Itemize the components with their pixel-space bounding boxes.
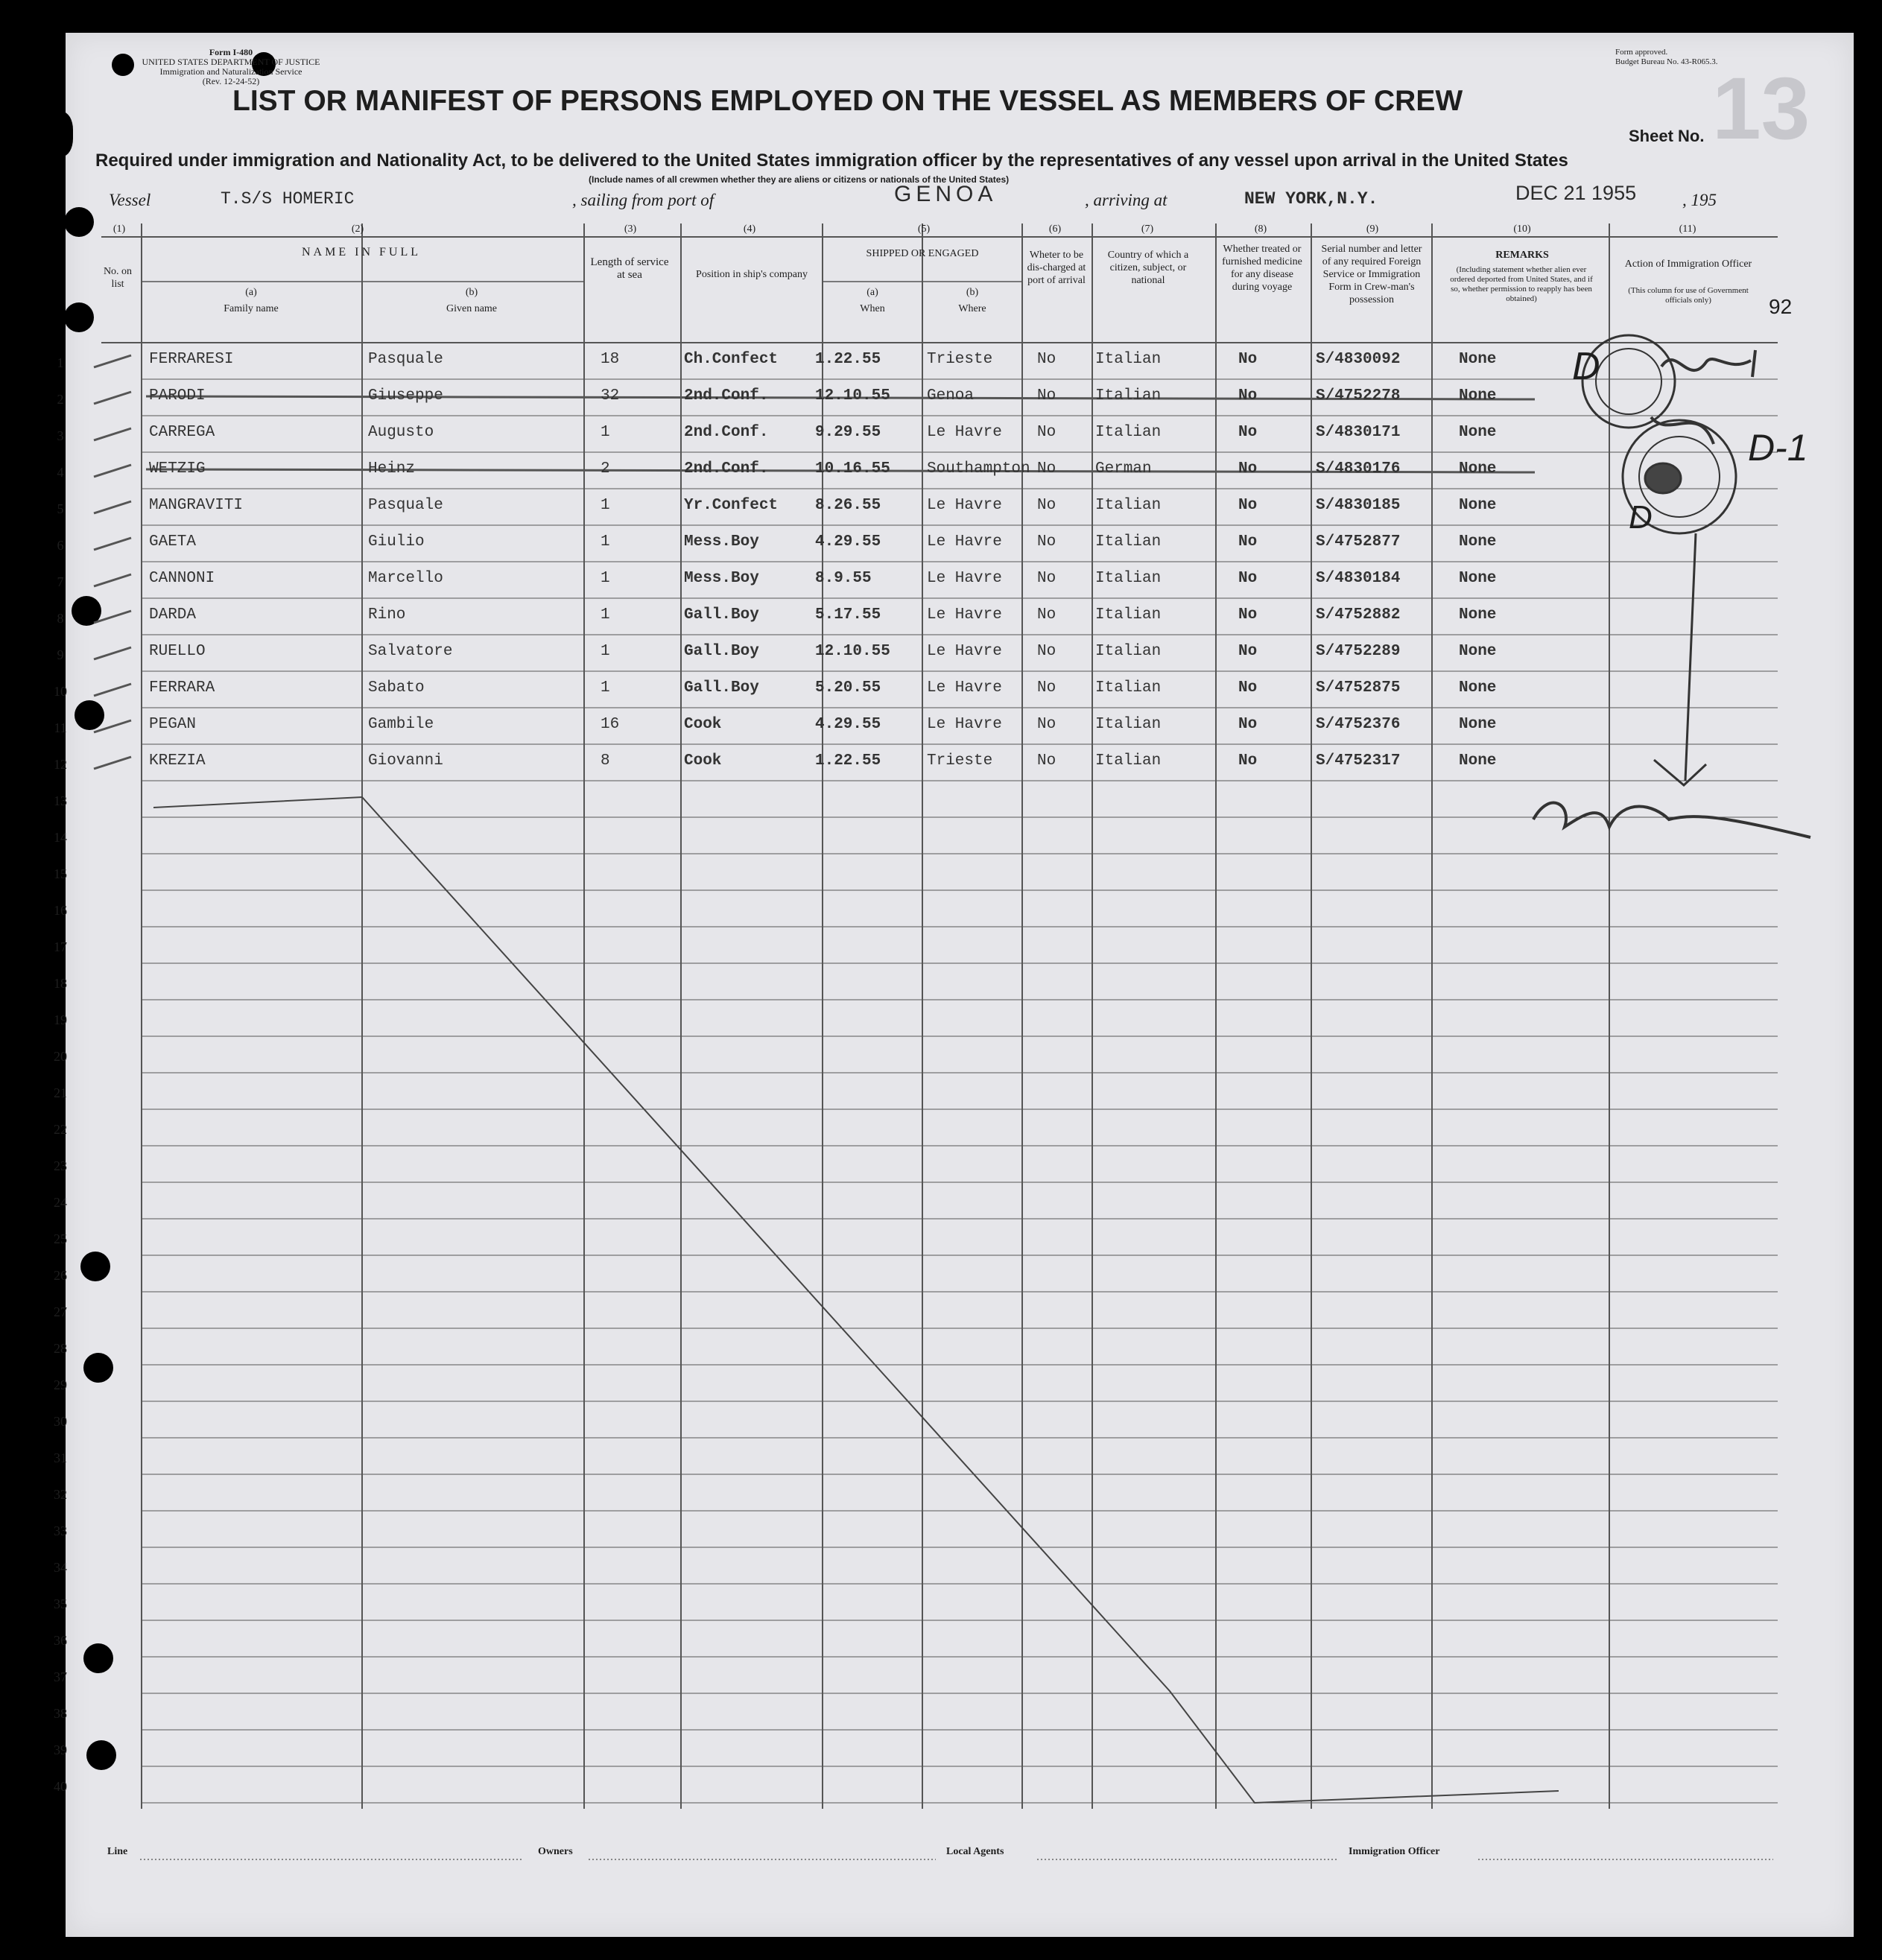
cell-family: CARREGA <box>149 424 215 441</box>
cell-remarks: None <box>1459 570 1497 587</box>
sheet-number-stamp: 13 <box>1712 60 1810 158</box>
cell-position: Gall.Boy <box>684 679 759 697</box>
row-number: 18 <box>54 976 67 991</box>
form-number: Form I-480 <box>209 47 253 57</box>
cell-given: Pasquale <box>368 497 443 514</box>
col-num-3: (3) <box>624 223 637 235</box>
cell-med: No <box>1238 606 1258 624</box>
col-head-family: Family name <box>224 303 279 314</box>
cell-family: FERRARA <box>149 679 215 697</box>
sheet-label: Sheet No. <box>1629 127 1705 145</box>
row-number: 21 <box>54 1085 67 1100</box>
page-title: LIST OR MANIFEST OF PERSONS EMPLOYED ON THE VESSEL AS MEMBERS OF CREW <box>232 85 1463 117</box>
cell-length: 16 <box>601 716 620 733</box>
cell-length: 1 <box>601 643 610 660</box>
cell-family: CANNONI <box>149 570 215 587</box>
include-note: (Include names of all crewmen whether they are aliens or citizens or nationals of the United States) <box>589 174 1010 185</box>
footer-line-label: Line <box>107 1846 128 1857</box>
cell-country: Italian <box>1095 679 1162 697</box>
cell-when: 1.22.55 <box>815 351 881 368</box>
cell-country: Italian <box>1095 351 1162 368</box>
cell-remarks: None <box>1459 497 1497 514</box>
side-number: 92 <box>1769 295 1793 318</box>
cell-length: 1 <box>601 570 610 587</box>
row-number: 37 <box>54 1669 67 1684</box>
col-head-a2: (a) <box>866 287 878 298</box>
row-number: 26 <box>54 1268 67 1283</box>
cell-disch: No <box>1037 643 1056 660</box>
cell-family: FERRARESI <box>149 351 234 368</box>
cell-position: Mess.Boy <box>684 533 759 551</box>
col-num-2: (2) <box>351 223 364 235</box>
cell-med: No <box>1238 351 1258 368</box>
cell-serial: S/4752289 <box>1316 643 1401 660</box>
col-num-1: (1) <box>113 223 126 235</box>
row-number: 34 <box>54 1560 67 1575</box>
form-approved: Form approved. <box>1615 48 1668 57</box>
cell-serial: S/4752875 <box>1316 679 1401 697</box>
cell-length: 1 <box>601 679 610 697</box>
col-head-shipped: SHIPPED OR ENGAGED <box>866 248 979 259</box>
cell-remarks: None <box>1459 351 1497 368</box>
cell-length: 18 <box>601 351 620 368</box>
cell-where: Le Havre <box>927 716 1002 733</box>
col-num-4: (4) <box>743 223 756 235</box>
row-number: 10 <box>54 684 67 699</box>
stamp-initial-2: D-1 <box>1748 427 1808 469</box>
row-number: 12 <box>54 757 67 772</box>
cell-remarks: None <box>1459 424 1497 441</box>
cell-serial: S/4830185 <box>1316 497 1401 514</box>
cell-position: Cook <box>684 716 722 733</box>
cell-when: 4.29.55 <box>815 533 881 551</box>
col-num-6: (6) <box>1048 223 1062 235</box>
vessel-label: Vessel <box>109 191 151 209</box>
cell-given: Marcello <box>368 570 443 587</box>
form-revision: (Rev. 12-24-52) <box>202 76 260 86</box>
row-number: 16 <box>54 903 67 918</box>
cell-remarks: None <box>1459 716 1497 733</box>
cell-given: Rino <box>368 606 406 624</box>
col-head-b: (b) <box>465 287 478 298</box>
cell-serial: S/4830171 <box>1316 424 1401 441</box>
cell-med: No <box>1238 716 1258 733</box>
cell-when: 10.16.55 <box>815 460 890 478</box>
row-number: 25 <box>54 1231 67 1246</box>
cell-given: Sabato <box>368 679 425 697</box>
cell-length: 8 <box>601 752 610 770</box>
col-head-action-note: (This column for use of Government officials only) <box>1628 286 1749 305</box>
cell-given: Giulio <box>368 533 425 551</box>
cell-med: No <box>1238 387 1258 405</box>
cell-when: 12.10.55 <box>815 387 890 405</box>
cell-family: KREZIA <box>149 752 206 770</box>
cell-serial: S/4752877 <box>1316 533 1401 551</box>
cell-disch: No <box>1037 387 1056 405</box>
cell-med: No <box>1238 752 1258 770</box>
cell-family: WETZIG <box>149 460 206 478</box>
footer-officer-label: Immigration Officer <box>1349 1846 1440 1857</box>
cell-position: 2nd.Conf. <box>684 460 769 478</box>
year-suffix: , 195 <box>1682 191 1717 209</box>
cell-disch: No <box>1037 570 1056 587</box>
col-head-no: No. on list <box>103 266 133 290</box>
cell-where: Le Havre <box>927 606 1002 624</box>
arriving-value: NEW YORK,N.Y. <box>1244 189 1378 209</box>
cell-disch: No <box>1037 752 1056 770</box>
cell-length: 1 <box>601 533 610 551</box>
cell-where: Le Havre <box>927 497 1002 514</box>
cell-country: Italian <box>1095 387 1162 405</box>
row-number: 29 <box>54 1377 67 1392</box>
cell-length: 1 <box>601 424 610 441</box>
row-number: 20 <box>54 1049 67 1064</box>
col-head-serial: Serial number and letter of any required Foreign Service or Immigration Form in Crew-man's possession <box>1321 244 1422 305</box>
col-head-medicine: Whether treated or furnished medicine for any disease during voyage <box>1222 244 1302 293</box>
row-number: 1 <box>57 355 64 370</box>
cell-position: Gall.Boy <box>684 606 759 624</box>
cell-where: Trieste <box>927 752 993 770</box>
cell-disch: No <box>1037 533 1056 551</box>
col-num-9: (9) <box>1366 223 1379 235</box>
cell-country: Italian <box>1095 606 1162 624</box>
cell-given: Pasquale <box>368 351 443 368</box>
cell-where: Trieste <box>927 351 993 368</box>
col-head-position: Position in ship's company <box>696 269 808 280</box>
cell-when: 5.17.55 <box>815 606 881 624</box>
row-number: 15 <box>54 866 67 881</box>
service-name: Immigration and Naturalization Service <box>159 66 302 77</box>
cell-when: 8.26.55 <box>815 497 881 514</box>
sailing-label: , sailing from port of <box>572 191 715 209</box>
cell-remarks: None <box>1459 460 1497 478</box>
cell-where: Le Havre <box>927 533 1002 551</box>
footer-owners-label: Owners <box>538 1846 573 1857</box>
row-number: 3 <box>57 428 64 443</box>
cell-remarks: None <box>1459 752 1497 770</box>
row-number: 32 <box>54 1487 67 1502</box>
cell-remarks: None <box>1459 643 1497 660</box>
cell-country: German <box>1095 460 1152 478</box>
row-number: 36 <box>54 1633 67 1648</box>
row-number: 14 <box>54 830 67 845</box>
cell-position: Gall.Boy <box>684 643 759 660</box>
cell-when: 12.10.55 <box>815 643 890 660</box>
row-number: 13 <box>54 793 67 808</box>
col-head-when: When <box>860 303 885 314</box>
cell-med: No <box>1238 643 1258 660</box>
row-number: 5 <box>57 501 64 516</box>
row-number: 22 <box>54 1122 67 1137</box>
cell-remarks: None <box>1459 533 1497 551</box>
cell-med: No <box>1238 570 1258 587</box>
cell-serial: S/4830184 <box>1316 570 1401 587</box>
col-head-where: Where <box>958 303 986 314</box>
cell-when: 1.22.55 <box>815 752 881 770</box>
cell-disch: No <box>1037 460 1056 478</box>
cell-serial: S/4830092 <box>1316 351 1401 368</box>
stamp-initial-3: D <box>1629 499 1653 536</box>
row-number: 38 <box>54 1706 67 1721</box>
cell-disch: No <box>1037 424 1056 441</box>
cell-length: 2 <box>601 460 610 478</box>
row-number: 9 <box>57 647 64 662</box>
row-number: 2 <box>57 392 64 407</box>
cell-serial: S/4752882 <box>1316 606 1401 624</box>
cell-disch: No <box>1037 679 1056 697</box>
cell-country: Italian <box>1095 497 1162 514</box>
cell-family: MANGRAVITI <box>149 497 244 514</box>
cell-given: Heinz <box>368 460 416 478</box>
cell-remarks: None <box>1459 679 1497 697</box>
col-head-discharged: Wheter to be dis-charged at port of arrival <box>1027 250 1086 286</box>
row-number: 17 <box>54 939 67 954</box>
cell-where: Le Havre <box>927 424 1002 441</box>
col-num-5: (5) <box>917 223 931 235</box>
cell-med: No <box>1238 424 1258 441</box>
cell-family: GAETA <box>149 533 197 551</box>
cell-remarks: None <box>1459 387 1497 405</box>
footer-agents-label: Local Agents <box>946 1846 1004 1857</box>
col-num-8: (8) <box>1254 223 1267 235</box>
row-number: 23 <box>54 1158 67 1173</box>
col-head-remarks: REMARKS <box>1495 250 1549 261</box>
cell-country: Italian <box>1095 570 1162 587</box>
cell-given: Gambile <box>368 716 434 733</box>
cell-disch: No <box>1037 716 1056 733</box>
row-number: 7 <box>57 574 64 589</box>
cell-given: Augusto <box>368 424 434 441</box>
row-number: 19 <box>54 1012 67 1027</box>
row-number: 6 <box>57 538 64 553</box>
cell-given: Giuseppe <box>368 387 443 405</box>
arrival-date: DEC 21 1955 <box>1515 182 1637 204</box>
cell-family: RUELLO <box>149 643 206 660</box>
cell-where: Le Havre <box>927 643 1002 660</box>
col-head-length: Length of service at sea <box>590 256 669 281</box>
row-number: 31 <box>54 1450 67 1465</box>
cell-position: Cook <box>684 752 722 770</box>
col-head-name: NAME IN FULL <box>302 246 421 259</box>
cell-family: PARODI <box>149 387 206 405</box>
col-head-given: Given name <box>446 303 498 314</box>
vessel-value: T.S/S HOMERIC <box>221 189 355 209</box>
cell-disch: No <box>1037 497 1056 514</box>
cell-when: 5.20.55 <box>815 679 881 697</box>
cell-med: No <box>1238 497 1258 514</box>
cell-where: Le Havre <box>927 679 1002 697</box>
cell-when: 8.9.55 <box>815 570 872 587</box>
cell-position: Yr.Confect <box>684 497 779 514</box>
cell-serial: S/4830176 <box>1316 460 1401 478</box>
row-number: 30 <box>54 1414 67 1429</box>
stamp-initial-1: D <box>1572 345 1600 388</box>
col-num-7: (7) <box>1141 223 1154 235</box>
cell-where: Genoa <box>927 387 975 405</box>
row-number: 35 <box>54 1596 67 1611</box>
department-name: UNITED STATES DEPARTMENT OF JUSTICE <box>142 57 320 67</box>
cell-when: 9.29.55 <box>815 424 881 441</box>
row-number: 39 <box>54 1742 67 1757</box>
cell-position: 2nd.Conf. <box>684 424 769 441</box>
cell-serial: S/4752376 <box>1316 716 1401 733</box>
row-number: 24 <box>54 1195 67 1210</box>
cell-country: Italian <box>1095 533 1162 551</box>
col-head-country: Country of which a citizen, subject, or national <box>1107 250 1189 286</box>
row-number: 28 <box>54 1341 67 1356</box>
cell-country: Italian <box>1095 643 1162 660</box>
cell-disch: No <box>1037 606 1056 624</box>
row-number: 40 <box>54 1779 67 1794</box>
cell-when: 4.29.55 <box>815 716 881 733</box>
cell-length: 32 <box>601 387 620 405</box>
cell-position: 2nd.Conf. <box>684 387 769 405</box>
col-head-action: Action of Immigration Officer <box>1624 259 1752 270</box>
cell-remarks: None <box>1459 606 1497 624</box>
cell-med: No <box>1238 460 1258 478</box>
cell-position: Ch.Confect <box>684 351 779 368</box>
col-num-10: (10) <box>1513 223 1531 235</box>
col-head-a: (a) <box>245 287 257 298</box>
row-number: 8 <box>57 611 64 626</box>
arriving-label: , arriving at <box>1085 191 1167 209</box>
cell-country: Italian <box>1095 752 1162 770</box>
col-head-b2: (b) <box>966 287 979 298</box>
budget-bureau: Budget Bureau No. 43-R065.3. <box>1615 57 1718 66</box>
row-number: 4 <box>57 465 64 480</box>
cell-given: Giovanni <box>368 752 443 770</box>
cell-country: Italian <box>1095 716 1162 733</box>
row-number: 11 <box>54 720 67 735</box>
cell-where: Southampton <box>927 460 1030 478</box>
cell-position: Mess.Boy <box>684 570 759 587</box>
col-head-remarks-note: (Including statement whether alien ever ordered deported from United States, and if so, whether permission to reapply has been obtained) <box>1450 265 1593 303</box>
col-num-11: (11) <box>1679 223 1696 235</box>
row-number: 27 <box>54 1304 67 1319</box>
cell-length: 1 <box>601 606 610 624</box>
cell-length: 1 <box>601 497 610 514</box>
cell-family: DARDA <box>149 606 197 624</box>
cell-given: Salvatore <box>368 643 453 660</box>
cell-serial: S/4752317 <box>1316 752 1401 770</box>
cell-disch: No <box>1037 351 1056 368</box>
cell-med: No <box>1238 533 1258 551</box>
page-subtitle: Required under immigration and Nationality Act, to be delivered to the United States immigration officer by the representatives of any vessel upon arrival in the United States <box>95 150 1568 171</box>
cell-where: Le Havre <box>927 570 1002 587</box>
cell-med: No <box>1238 679 1258 697</box>
row-number: 33 <box>54 1523 67 1538</box>
cell-country: Italian <box>1095 424 1162 441</box>
cell-family: PEGAN <box>149 716 197 733</box>
cell-serial: S/4752278 <box>1316 387 1401 405</box>
port-value: GENOA <box>894 182 998 206</box>
